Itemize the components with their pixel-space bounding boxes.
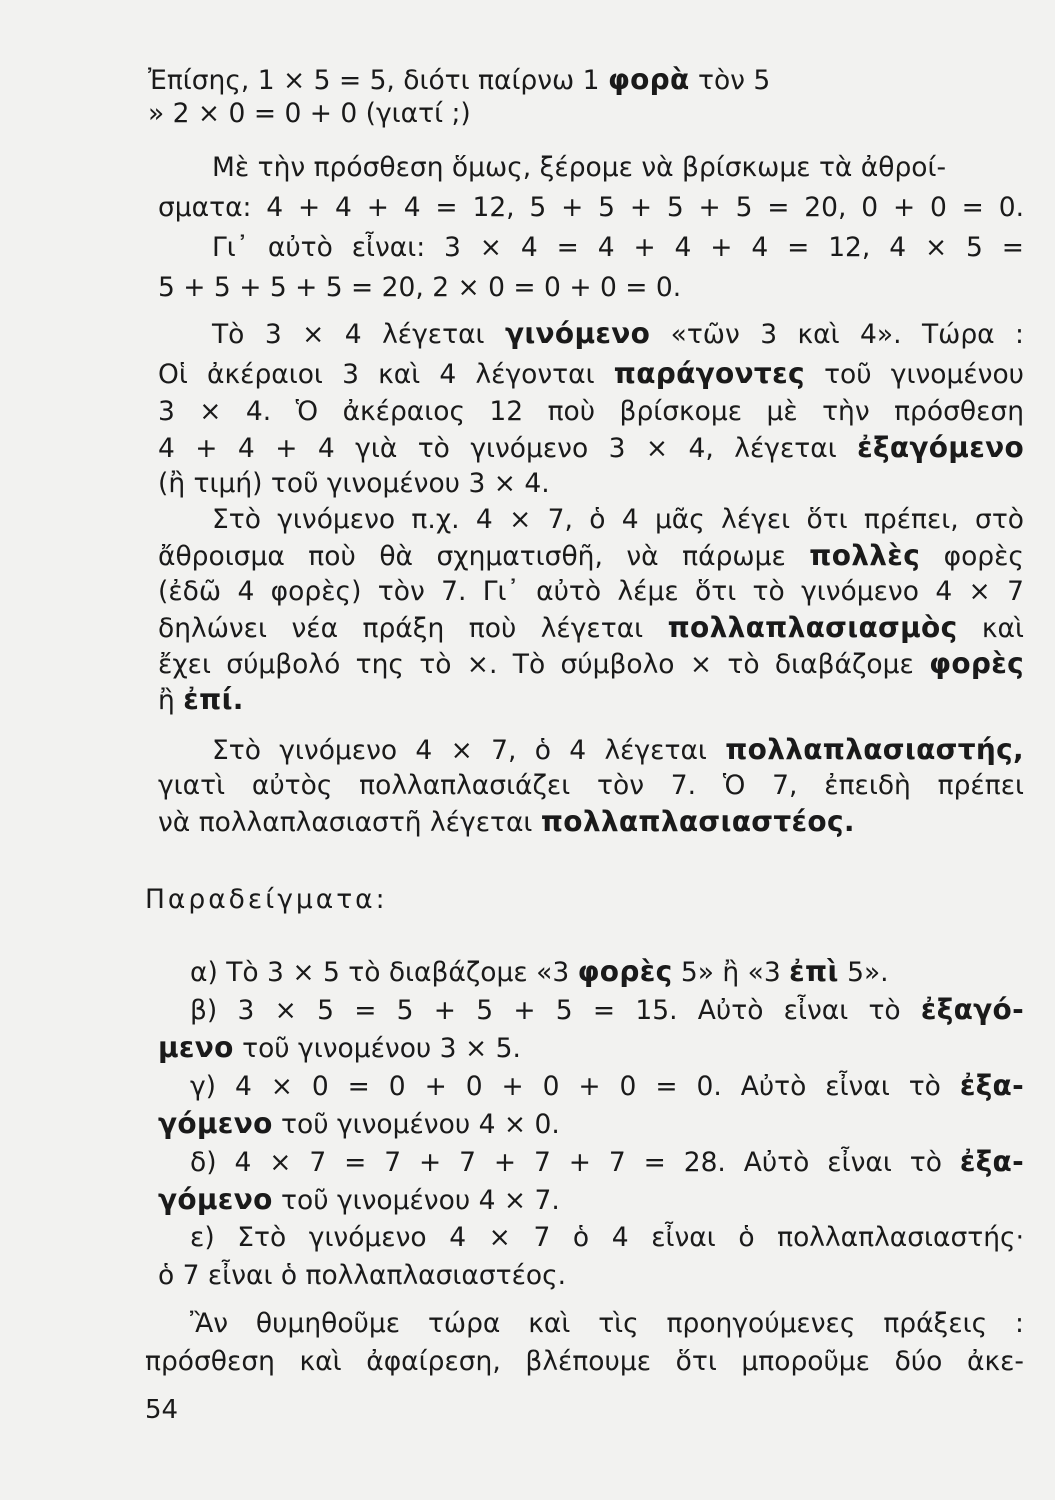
text-run: α) Τὸ 3 × 5 τὸ διαβάζομε «3 [190,957,578,988]
bold-term: παράγοντες [613,357,805,390]
text-line [158,1106,1024,1143]
text-run: ἢ [158,685,184,716]
text-line [158,466,1024,502]
text-line [212,150,1024,186]
text-run: τοῦ γινομένου [804,359,1024,390]
text-run: Ἂν θυμηθοῦμε τώρα καὶ τὶς προηγούμενες πράξεις : [190,1308,1024,1339]
text-run: ἄθροισμα ποὺ θὰ σχηματισθῆ, νὰ πάρωμε [158,541,810,572]
text-run: ἔχει σύμβολό της τὸ ×. Τὸ σύμβολο × τὸ διαβάζομε [158,649,930,680]
text-line [212,230,1024,266]
text-run: β) 3 × 5 = 5 + 5 + 5 = 15. Αὐτὸ εἶναι τὸ [190,995,921,1026]
text-line [158,1258,1024,1294]
text-line [190,1068,1024,1105]
bold-term: ἐξα- [959,1145,1024,1178]
text-run: γιατὶ αὐτὸς πολλαπλασιάζει τὸν 7. Ὁ 7, ἐπειδὴ πρέπει [158,770,1024,801]
bold-term: ἐπί. [183,683,244,716]
text-line [158,1182,1024,1219]
text-line [158,804,1024,841]
text-run: τοῦ γινομένου 4 × 0. [272,1109,560,1140]
text-run: πρόσθεση καὶ ἀφαίρεση, βλέπουμε ὅτι μποροῦμε δύο ἀκε- [145,1346,1024,1377]
bold-term: φορὲς [929,647,1024,680]
text-run: δηλώνει νέα πράξη ποὺ λέγεται [158,613,668,644]
text-line [158,190,1024,226]
text-line [212,732,1024,769]
text-run: (ἐδῶ 4 φορὲς) τὸν 7. Γι᾽ αὐτὸ λέμε ὅτι τὸ γινόμενο 4 × 7 [158,576,1024,607]
text-run: καὶ [957,613,1024,644]
text-run: 5 + 5 + 5 + 5 = 20, 2 × 0 = 0 + 0 = 0. [158,272,682,303]
text-run: 5» ἢ «3 [672,957,790,988]
text-run: γ) 4 × 0 = 0 + 0 + 0 + 0 = 0. Αὐτὸ εἶναι τὸ [190,1071,960,1102]
text-run: Τὸ 3 × 4 λέγεται [212,319,505,350]
text-line [145,1344,1024,1380]
bold-term: ἐξαγόμενο [857,431,1024,464]
bold-term: ἐπὶ [789,955,839,988]
text-run: τοῦ γινομένου 4 × 7. [272,1185,560,1216]
text-run: Στὸ γινόμενο π.χ. 4 × 7, ὁ 4 μᾶς λέγει ὅτι πρέπει, στὸ [212,504,1024,535]
text-line [212,316,1024,353]
text-run: σματα: 4 + 4 + 4 = 12, 5 + 5 + 5 + 5 = 20, 0 + 0 = 0. [158,192,1024,223]
text-run: νὰ πολλαπλασιαστῆ λέγεται [158,807,541,838]
page-number: 54 [145,1395,179,1425]
bold-term: γινόμενο [504,317,651,350]
bold-term: γόμενο [158,1183,273,1216]
text-line [212,502,1024,538]
text-line [158,646,1024,683]
bold-term: φορὲς [577,955,673,988]
text-line [190,954,1024,991]
text-line [158,356,1024,393]
text-line [145,882,1024,918]
text-run: δ) 4 × 7 = 7 + 7 + 7 + 7 = 28. Αὐτὸ εἶναι τὸ [190,1147,960,1178]
text-line [158,682,1024,719]
text-run: 4 + 4 + 4 γιὰ τὸ γινόμενο 3 × 4, λέγεται [158,433,858,464]
text-run: τοῦ γινομένου 3 × 5. [233,1033,521,1064]
text-run: ὁ 7 εἶναι ὁ πολλαπλασιαστέος. [158,1260,567,1291]
text-run: τὸν 5 [689,65,771,96]
text-run: 3 × 4. Ὁ ἀκέραιος 12 ποὺ βρίσκομε μὲ τὴν πρόσθεση [158,396,1024,427]
bold-term: μενο [158,1031,234,1064]
bold-term: ἐξαγό- [920,993,1024,1026]
bold-term: ἐξα- [959,1069,1024,1102]
text-line [148,96,1024,132]
bold-term: πολλὲς [809,539,921,572]
text-line [158,1030,1024,1067]
text-run: Μὲ τὴν πρόσθεση ὅμως, ξέρομε νὰ βρίσκωμε τὰ ἀθροί- [212,152,947,183]
text-run: φορὲς [920,541,1024,572]
text-line [158,768,1024,804]
text-line [158,538,1024,575]
text-line [158,610,1024,647]
bold-term: πολλαπλασιασμὸς [667,611,958,644]
text-line [190,1220,1024,1256]
text-line [158,394,1024,430]
text-run: 5». [838,957,889,988]
text-line [158,574,1024,610]
bold-term: πολλαπλασιαστής, [725,733,1024,766]
text-line [148,62,1024,99]
text-run: ε) Στὸ γινόμενο 4 × 7 ὁ 4 εἶναι ὁ πολλαπλασιαστής· [190,1222,1024,1253]
text-run: «τῶν 3 καὶ 4». Τώρα : [650,319,1024,350]
text-run: Οἱ ἀκέραιοι 3 καὶ 4 λέγονται [158,359,614,390]
text-line [190,1144,1024,1181]
bold-term: φορὰ [607,63,690,96]
text-run: Ἐπίσης, 1 × 5 = 5, διότι παίρνω 1 [148,65,608,96]
text-line [190,992,1024,1029]
text-run: » 2 × 0 = 0 + 0 (γιατί ;) [148,98,471,129]
text-run: Γι᾽ αὐτὸ εἶναι: 3 × 4 = 4 + 4 + 4 = 12, 4 × 5 = [212,232,1024,263]
text-line [158,270,1024,306]
text-line [190,1306,1024,1342]
text-line [158,430,1024,467]
text-run: Παραδείγματα: [145,884,388,915]
bold-term: πολλαπλασιαστέος. [540,805,855,838]
bold-term: γόμενο [158,1107,273,1140]
text-run: Στὸ γινόμενο 4 × 7, ὁ 4 λέγεται [212,735,726,766]
text-run: (ἢ τιμή) τοῦ γινομένου 3 × 4. [158,468,550,499]
